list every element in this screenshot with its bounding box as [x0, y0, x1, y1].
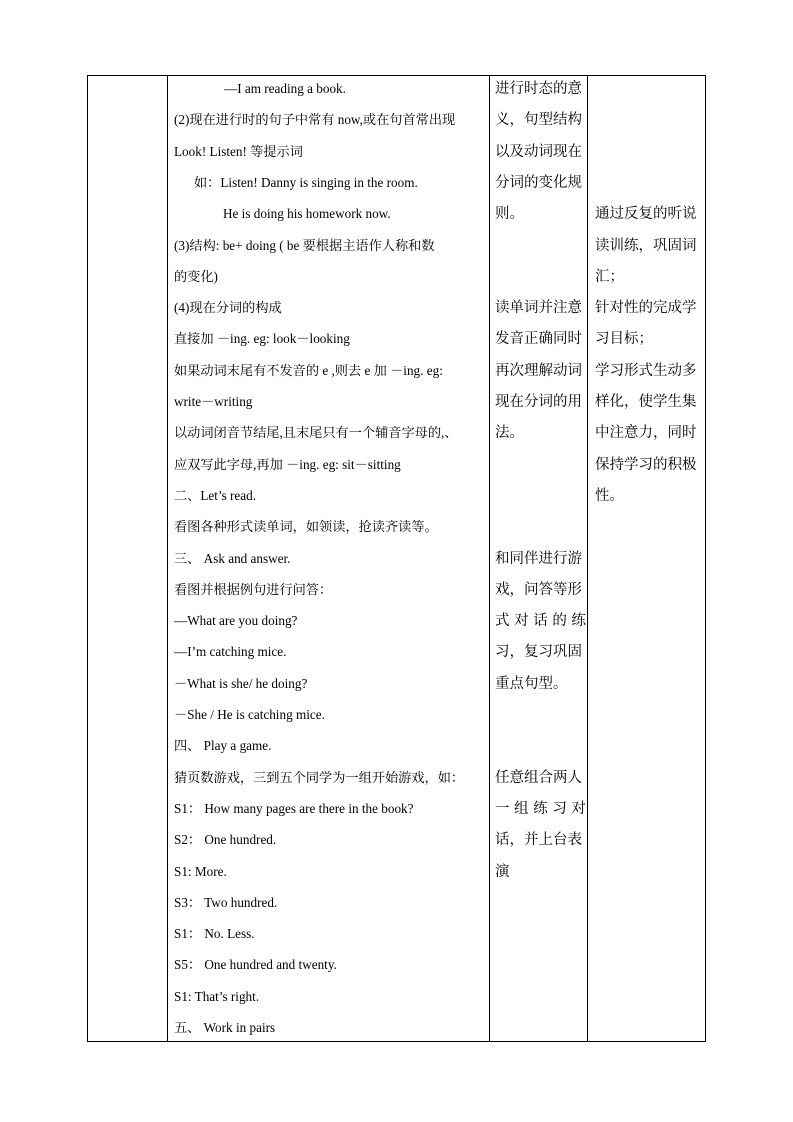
activity-line: 演 — [495, 863, 510, 880]
activity-line: 发音正确同时 — [495, 331, 582, 348]
aim-line: 读训练，巩固词 — [595, 237, 697, 254]
content-line: 如果动词末尾有不发音的 e ,则去 e 加 －ing. eg: — [174, 362, 443, 378]
aim-line: 保持学习的积极 — [595, 456, 697, 473]
content-line: —What are you doing? — [174, 613, 298, 629]
content-line: S1: More. — [174, 863, 227, 879]
column-divider — [489, 76, 490, 1041]
content-line: He is doing his homework now. — [223, 206, 391, 222]
content-line: 三、 Ask and answer. — [174, 550, 291, 566]
aim-line: 中注意力，同时 — [595, 425, 697, 442]
activity-line: 读单词并注意 — [495, 300, 582, 317]
column-divider — [167, 76, 168, 1041]
content-line: S5： One hundred and twenty. — [174, 957, 337, 973]
aim-line: 通过反复的听说 — [595, 206, 697, 223]
activity-line: 现在分词的用 — [495, 394, 582, 410]
activity-line: 重点句型。 — [495, 675, 568, 692]
activity-line: 任意组合两人 — [495, 769, 582, 786]
activity-line: 再次理解动词 — [495, 362, 582, 379]
content-line: S2： One hundred. — [174, 832, 277, 848]
content-line: Look! Listen! 等提示词 — [174, 143, 303, 159]
activity-line: 以及动词现在 — [495, 143, 582, 160]
activity-line: 式 对 话 的 练 — [495, 613, 586, 630]
content-line: 直接加 －ing. eg: look－looking — [174, 331, 350, 347]
aim-line: 学习形式生动多 — [595, 362, 697, 379]
content-line: (2)现在进行时的句子中常有 now,或在句首常出现 — [174, 112, 456, 128]
content-line: write－writing — [174, 394, 253, 409]
content-line: 猜页数游戏，三到五个同学为一组开始游戏，如： — [174, 769, 465, 785]
content-line: (4)现在分词的构成 — [174, 300, 282, 316]
content-line: 以动词闭音节结尾,且末尾只有一个辅音字母的,、 — [174, 425, 458, 441]
content-line: 二、Let’s read. — [174, 487, 257, 503]
aim-line: 性。 — [595, 487, 624, 504]
content-line: －What is she/ he doing? — [174, 675, 308, 691]
content-line: 四、 Play a game. — [174, 738, 272, 754]
activity-line: 分词的变化规 — [495, 174, 582, 191]
activity-line: 进行时态的意 — [495, 81, 582, 97]
activity-line: 习，复习巩固 — [495, 644, 582, 661]
content-line: 五、 Work in pairs — [174, 1020, 276, 1035]
content-line: 看图各种形式读单词，如领读，抢读齐读等。 — [174, 519, 438, 535]
content-line: —I’m catching mice. — [174, 644, 287, 660]
content-line: 应双写此字母,再加 －ing. eg: sit－sitting — [174, 456, 401, 472]
activity-line: 戏，问答等形 — [495, 581, 582, 598]
activity-line: 话，并上台表 — [495, 832, 582, 849]
content-line: (3)结构: be+ doing ( be 要根据主语作人称和数 — [174, 237, 435, 253]
activity-line: 一 组 练 习 对 — [495, 800, 586, 817]
aim-line: 样化，使学生集 — [595, 394, 697, 410]
content-line: －She / He is catching mice. — [174, 707, 325, 722]
activity-line: 法。 — [495, 425, 524, 442]
content-line: 的变化) — [174, 268, 218, 284]
activity-line: 义，句型结构 — [495, 112, 582, 129]
content-line: S3： Two hundred. — [174, 894, 278, 910]
content-line: S1： No. Less. — [174, 926, 255, 942]
content-line: 如：Listen! Danny is singing in the room. — [194, 174, 418, 190]
aim-line: 针对性的完成学 — [595, 300, 697, 317]
activity-line: 和同伴进行游 — [495, 550, 582, 567]
content-line: S1： How many pages are there in the book? — [174, 800, 414, 816]
content-line: 看图并根据例句进行问答： — [174, 581, 333, 597]
content-line: S1: That’s right. — [174, 988, 260, 1004]
activity-line: 则。 — [495, 206, 524, 223]
aim-line: 习目标； — [595, 331, 653, 348]
column-divider — [587, 76, 588, 1041]
content-line: —I am reading a book. — [224, 81, 346, 96]
aim-line: 汇； — [595, 268, 624, 285]
